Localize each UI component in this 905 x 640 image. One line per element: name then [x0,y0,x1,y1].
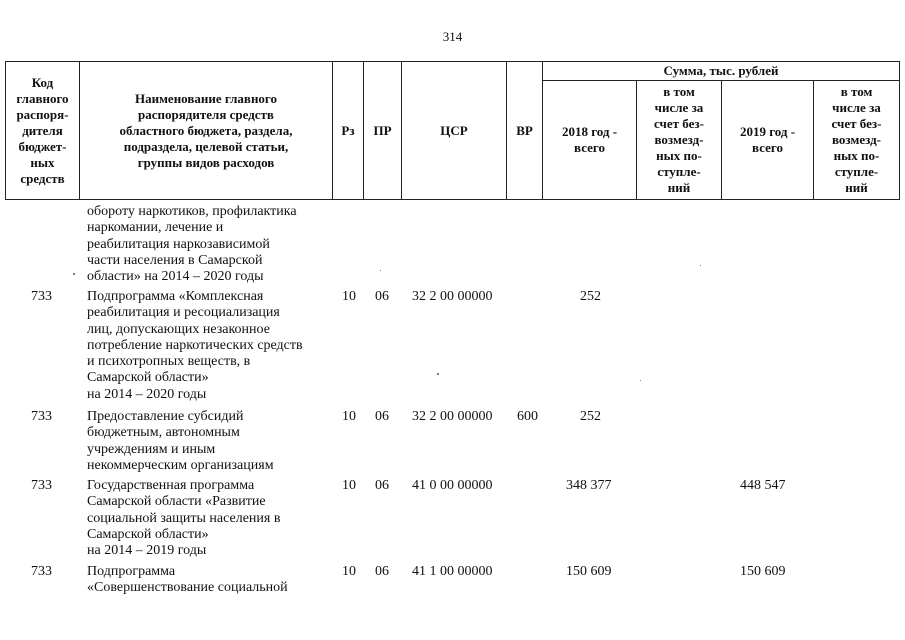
row-pr: 06 [375,564,389,579]
row-name: Государственная программа Самарской области «Развитие социальной защиты населения в Самарской области» на 2014 – 2019 годы [87,478,281,559]
row-2018-total: 150 609 [566,564,612,579]
row-vr: 600 [517,409,538,424]
row-code: 733 [31,409,52,424]
row-2018-total: 252 [580,409,601,424]
scan-speck [73,273,75,275]
header-2019-free-label: в том числе за счет без- возмезд- ных по- ступле- ний [831,84,882,195]
row-name: Предоставление субсидий бюджетным, автономным учреждениям и иным некоммерческим организациям [87,409,274,473]
row-csr: 32 2 00 00000 [412,289,493,304]
header-2019-total-label: 2019 год - всего [739,124,796,155]
row-pr: 06 [375,478,389,493]
header-code-label: Код главного распоря- дителя бюджет- ных средств [16,74,69,186]
row-code: 733 [31,564,52,579]
continuation-text: обороту наркотиков, профилактика наркомании, лечение и реабилитация наркозависимой части населения в Самарской области» на 2014 – 2020 годы [87,204,297,285]
header-vr-label: ВР [516,122,533,138]
row-pr: 06 [375,409,389,424]
row-rz: 10 [342,289,356,304]
row-2018-total: 348 377 [566,478,612,493]
page-number: 314 [442,29,463,44]
row-code: 733 [31,289,52,304]
row-csr: 32 2 00 00000 [412,409,493,424]
scan-speck [380,270,381,271]
row-csr: 41 0 00 00000 [412,478,493,493]
header-rz-label: Рз [341,122,355,138]
row-2019-total: 448 547 [740,478,786,493]
header-2018-total-label: 2018 год - всего [561,124,618,155]
row-2018-total: 252 [580,289,601,304]
row-name: Подпрограмма «Совершенствование социальной [87,564,288,596]
header-name-label: Наименование главного распорядителя средств областного бюджета, раздела, подраздела, целевой статьи, группы видов расходов [119,90,293,170]
header-name [79,61,333,200]
header-2018-free [636,80,722,200]
row-rz: 10 [342,409,356,424]
scan-speck [640,380,641,381]
header-rz [332,61,364,200]
scan-speck [700,265,701,266]
header-2019-total [721,80,814,200]
header-2018-free-label: в том числе за счет без- возмезд- ных по- ступле- ний [654,84,704,195]
row-code: 733 [31,478,52,493]
header-2018-total [542,80,637,200]
row-csr: 41 1 00 00000 [412,564,493,579]
header-2019-free [813,80,900,200]
header-sum-group-label: Сумма, тыс. рублей [663,63,779,78]
header-csr [401,61,507,200]
scan-speck [437,373,439,375]
row-2019-total: 150 609 [740,564,786,579]
header-vr [506,61,543,200]
header-pr [363,61,402,200]
header-pr-label: ПР [373,122,392,138]
row-pr: 06 [375,289,389,304]
header-code [5,61,80,200]
row-name: Подпрограмма «Комплексная реабилитация и ресоциализация лиц, допускающих незаконное потребление наркотических средств и психотропных веществ, в Самарской области» на 2014 – 2020 годы [87,289,303,402]
row-rz: 10 [342,478,356,493]
row-rz: 10 [342,564,356,579]
header-csr-label: ЦСР [440,122,468,138]
header-sum-group [542,61,900,81]
